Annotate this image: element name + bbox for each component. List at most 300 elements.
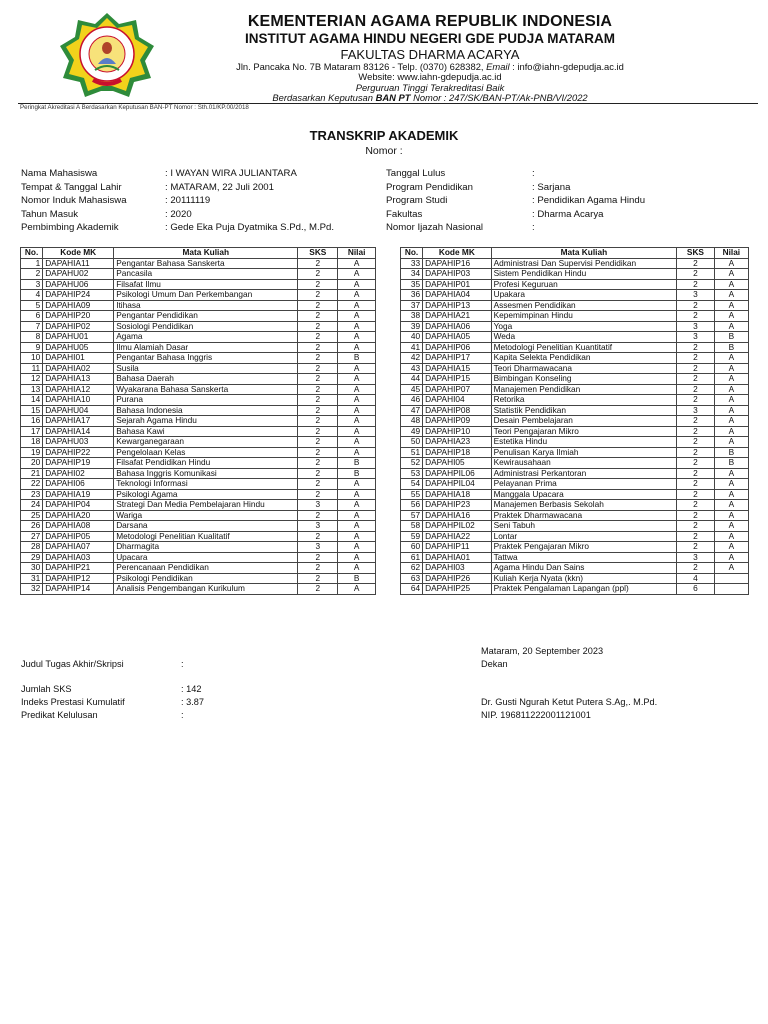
cell-no: 43 (401, 363, 423, 374)
cell-kode: DAPAHI02 (43, 468, 114, 479)
col-no: No. (401, 248, 423, 259)
cell-no: 1 (21, 258, 43, 269)
cell-kode: DAPAHU05 (43, 342, 114, 353)
cell-no: 9 (21, 342, 43, 353)
cell-sks: 2 (298, 479, 338, 490)
cell-nilai: A (338, 290, 376, 301)
table-row (21, 258, 376, 269)
cell-sks: 3 (677, 321, 715, 332)
cell-no: 11 (21, 363, 43, 374)
cell-mata-kuliah: Susila (114, 363, 298, 374)
cell-no: 20 (21, 458, 43, 469)
table-row (21, 384, 376, 395)
table-row (401, 321, 749, 332)
cell-mata-kuliah: Ilmu Alamiah Dasar (114, 342, 298, 353)
cell-no: 3 (21, 279, 43, 290)
summary-row: Indeks Prestasi Kumulatif : 3.87 (21, 697, 204, 707)
cell-kode: DAPAHIA12 (43, 384, 114, 395)
cell-mata-kuliah: Teori Dharmawacana (491, 363, 677, 374)
cell-nilai: A (714, 416, 748, 427)
cell-kode: DAPAHIP13 (423, 300, 491, 311)
cell-nilai: A (338, 552, 376, 563)
cell-sks: 2 (298, 405, 338, 416)
cell-sks: 2 (298, 563, 338, 574)
cell-nilai: A (714, 468, 748, 479)
cell-mata-kuliah: Teknologi Informasi (114, 479, 298, 490)
cell-no: 63 (401, 573, 423, 584)
cell-no: 19 (21, 447, 43, 458)
table-row (401, 300, 749, 311)
cell-sks: 4 (677, 573, 715, 584)
cell-nilai: A (714, 321, 748, 332)
cell-kode: DAPAHIP03 (423, 269, 491, 280)
cell-mata-kuliah: Pelayanan Prima (491, 479, 677, 490)
cell-mata-kuliah: Upakara (491, 290, 677, 301)
cell-mata-kuliah: Manajemen Pendidikan (491, 384, 677, 395)
cell-mata-kuliah: Tattwa (491, 552, 677, 563)
cell-no: 18 (21, 437, 43, 448)
cell-mata-kuliah: Metodologi Penelitian Kualitatif (114, 531, 298, 542)
cell-no: 46 (401, 395, 423, 406)
info-row: Program Studi : Pendidikan Agama Hindu (386, 195, 646, 206)
table-row (21, 374, 376, 385)
cell-sks: 2 (677, 300, 715, 311)
table-row (21, 269, 376, 280)
signature-place-date: Mataram, 20 September 2023 (481, 646, 604, 656)
decree-line (0, 92, 768, 103)
cell-nilai: A (338, 405, 376, 416)
cell-no: 25 (21, 510, 43, 521)
cell-nilai: A (714, 300, 748, 311)
cell-kode: DAPAHIA08 (43, 521, 114, 532)
cell-no: 16 (21, 416, 43, 427)
cell-no: 8 (21, 332, 43, 343)
cell-no: 29 (21, 552, 43, 563)
cell-kode: DAPAHPIL04 (423, 479, 491, 490)
cell-mata-kuliah: Itihasa (114, 300, 298, 311)
cell-mata-kuliah: Administrasi Dan Supervisi Pendidikan (491, 258, 677, 269)
cell-nilai: A (714, 258, 748, 269)
cell-no: 39 (401, 321, 423, 332)
table-row (401, 573, 749, 584)
cell-mata-kuliah: Wyakarana Bahasa Sanskerta (114, 384, 298, 395)
cell-mata-kuliah: Pengantar Pendidikan (114, 311, 298, 322)
cell-sks: 2 (677, 342, 715, 353)
cell-mata-kuliah: Strategi Dan Media Pembelajaran Hindu (114, 500, 298, 511)
cell-nilai: A (714, 437, 748, 448)
table-row (21, 468, 376, 479)
table-row (401, 269, 749, 280)
cell-kode: DAPAHIA09 (43, 300, 114, 311)
table-row (21, 311, 376, 322)
table-row (401, 374, 749, 385)
decree-suffix: Nomor : 247/SK/BAN-PT/Ak-PNB/VI/2022 (410, 92, 588, 103)
cell-nilai: A (338, 510, 376, 521)
table-row (401, 447, 749, 458)
cell-sks: 2 (677, 521, 715, 532)
cell-kode: DAPAHIA07 (43, 542, 114, 553)
table-row (21, 531, 376, 542)
cell-kode: DAPAHIA22 (423, 531, 491, 542)
cell-sks: 2 (298, 468, 338, 479)
table-row (401, 342, 749, 353)
table-row (21, 395, 376, 406)
cell-kode: DAPAHIA19 (43, 489, 114, 500)
cell-sks: 2 (298, 321, 338, 332)
cell-nilai: A (338, 332, 376, 343)
cell-kode: DAPAHIP04 (43, 500, 114, 511)
course-table-left (20, 247, 376, 595)
cell-sks: 2 (298, 384, 338, 395)
cell-mata-kuliah: Retorika (491, 395, 677, 406)
cell-mata-kuliah: Kapita Selekta Pendidikan (491, 353, 677, 364)
cell-no: 49 (401, 426, 423, 437)
cell-no: 62 (401, 563, 423, 574)
cell-nilai: A (338, 426, 376, 437)
info-row: Pembimbing Akademik : Gede Eka Puja Dyatmika S.Pd., M.Pd. (21, 222, 335, 233)
cell-nilai: A (338, 395, 376, 406)
cell-mata-kuliah: Pancasila (114, 269, 298, 280)
table-row (21, 405, 376, 416)
cell-kode: DAPAHU06 (43, 279, 114, 290)
signature-name: Dr. Gusti Ngurah Ketut Putera S.Ag,. M.Pd. (481, 697, 658, 707)
table-row (21, 584, 376, 595)
table-row (401, 584, 749, 595)
cell-no: 41 (401, 342, 423, 353)
cell-nilai: B (714, 447, 748, 458)
cell-nilai: A (338, 531, 376, 542)
cell-kode: DAPAHIP23 (423, 500, 491, 511)
cell-mata-kuliah: Yoga (491, 321, 677, 332)
address-text: Jln. Pancaka No. 7B Mataram 83126 - Telp. (0370) 628382, (236, 61, 487, 72)
cell-kode: DAPAHIP20 (43, 311, 114, 322)
cell-mata-kuliah: Lontar (491, 531, 677, 542)
cell-mata-kuliah: Manajemen Berbasis Sekolah (491, 500, 677, 511)
cell-no: 48 (401, 416, 423, 427)
table-row (21, 300, 376, 311)
cell-kode: DAPAHU02 (43, 269, 114, 280)
cell-mata-kuliah: Assesmen Pendidikan (491, 300, 677, 311)
cell-no: 59 (401, 531, 423, 542)
cell-sks: 2 (298, 573, 338, 584)
cell-kode: DAPAHIA03 (43, 552, 114, 563)
cell-no: 57 (401, 510, 423, 521)
cell-no: 51 (401, 447, 423, 458)
cell-mata-kuliah: Darsana (114, 521, 298, 532)
col-nilai: Nilai (714, 248, 748, 259)
summary-row: Judul Tugas Akhir/Skripsi : (21, 659, 184, 669)
cell-sks: 3 (298, 521, 338, 532)
cell-mata-kuliah: Agama (114, 332, 298, 343)
table-row (401, 332, 749, 343)
cell-nilai: A (338, 279, 376, 290)
table-row (401, 395, 749, 406)
table-row (21, 510, 376, 521)
cell-no: 30 (21, 563, 43, 574)
cell-kode: DAPAHIA02 (43, 363, 114, 374)
table-row (401, 290, 749, 301)
table-row (21, 573, 376, 584)
cell-nilai: A (714, 384, 748, 395)
table-row (21, 563, 376, 574)
table-row (21, 321, 376, 332)
table-row (21, 290, 376, 301)
decree-org: BAN PT (375, 92, 411, 103)
cell-nilai: A (338, 416, 376, 427)
table-row (401, 416, 749, 427)
table-row (401, 542, 749, 553)
ministry-name: KEMENTERIAN AGAMA REPUBLIK INDONESIA (247, 13, 613, 30)
cell-nilai: A (338, 342, 376, 353)
cell-mata-kuliah: Sistem Pendidikan Hindu (491, 269, 677, 280)
cell-kode: DAPAHIP25 (423, 584, 491, 595)
cell-no: 2 (21, 269, 43, 280)
cell-mata-kuliah: Praktek Pengajaran Mikro (491, 542, 677, 553)
cell-nilai: A (714, 552, 748, 563)
table-row (21, 542, 376, 553)
cell-nilai: A (714, 542, 748, 553)
cell-nilai: A (714, 531, 748, 542)
cell-nilai: A (714, 500, 748, 511)
info-row: Tempat & Tanggal Lahir : MATARAM, 22 Juli 2001 (21, 181, 274, 193)
cell-sks: 2 (677, 531, 715, 542)
cell-nilai: A (338, 374, 376, 385)
cell-mata-kuliah: Pengantar Bahasa Inggris (114, 353, 298, 364)
cell-kode: DAPAHIP08 (423, 405, 491, 416)
cell-sks: 2 (298, 531, 338, 542)
cell-no: 13 (21, 384, 43, 395)
cell-nilai: B (714, 342, 748, 353)
cell-mata-kuliah: Bahasa Kawi (114, 426, 298, 437)
cell-nilai: A (714, 374, 748, 385)
institute-name: INSTITUT AGAMA HINDU NEGERI GDE PUDJA MATARAM (245, 31, 615, 46)
cell-kode: DAPAHIA16 (423, 510, 491, 521)
cell-no: 15 (21, 405, 43, 416)
cell-nilai: A (338, 479, 376, 490)
cell-no: 14 (21, 395, 43, 406)
cell-no: 44 (401, 374, 423, 385)
cell-kode: DAPAHIP06 (423, 342, 491, 353)
table-row (21, 489, 376, 500)
cell-kode: DAPAHIP12 (43, 573, 114, 584)
cell-mata-kuliah: Kepemimpinan Hindu (491, 311, 677, 322)
table-row (21, 332, 376, 343)
cell-no: 34 (401, 269, 423, 280)
cell-mata-kuliah: Analisis Pengembangan Kurikulum (114, 584, 298, 595)
summary-block (21, 659, 204, 723)
table-row (21, 458, 376, 469)
cell-mata-kuliah: Praktek Dharmawacana (491, 510, 677, 521)
cell-kode: DAPAHIP19 (43, 458, 114, 469)
cell-sks: 2 (677, 279, 715, 290)
cell-kode: DAPAHIA23 (423, 437, 491, 448)
cell-no: 31 (21, 573, 43, 584)
cell-sks: 2 (677, 510, 715, 521)
cell-nilai: A (714, 521, 748, 532)
cell-mata-kuliah: Estetika Hindu (491, 437, 677, 448)
cell-no: 22 (21, 479, 43, 490)
cell-mata-kuliah: Administrasi Perkantoran (491, 468, 677, 479)
col-sks: SKS (677, 248, 715, 259)
cell-kode: DAPAHIA13 (43, 374, 114, 385)
cell-no: 32 (21, 584, 43, 595)
table-row (21, 479, 376, 490)
cell-nilai: A (338, 489, 376, 500)
cell-mata-kuliah: Praktek Pengalaman Lapangan (ppl) (491, 584, 677, 595)
cell-kode: DAPAHIP17 (423, 353, 491, 364)
cell-sks: 3 (298, 542, 338, 553)
student-info-left (21, 167, 334, 235)
cell-kode: DAPAHIP21 (43, 563, 114, 574)
info-row: Nomor Induk Mahasiswa : 20111119 (21, 195, 211, 206)
cell-mata-kuliah: Metodologi Penelitian Kuantitatif (491, 342, 677, 353)
table-row (401, 531, 749, 542)
cell-no: 55 (401, 489, 423, 500)
cell-no: 60 (401, 542, 423, 553)
table-row (401, 479, 749, 490)
cell-mata-kuliah: Weda (491, 332, 677, 343)
table-row (21, 552, 376, 563)
cell-no: 33 (401, 258, 423, 269)
cell-nilai: A (338, 447, 376, 458)
cell-kode: DAPAHIA18 (423, 489, 491, 500)
cell-no: 56 (401, 500, 423, 511)
cell-nilai: B (338, 353, 376, 364)
info-row: Fakultas : Dharma Acarya (386, 208, 604, 220)
cell-kode: DAPAHIA17 (43, 416, 114, 427)
cell-sks: 2 (677, 311, 715, 322)
cell-nilai: A (714, 479, 748, 490)
cell-sks: 2 (677, 468, 715, 479)
cell-mata-kuliah: Bahasa Daerah (114, 374, 298, 385)
cell-nilai: A (714, 405, 748, 416)
cell-no: 6 (21, 311, 43, 322)
cell-no: 58 (401, 521, 423, 532)
cell-mata-kuliah: Bahasa Indonesia (114, 405, 298, 416)
table-row (21, 426, 376, 437)
table-row (21, 500, 376, 511)
table-row (21, 447, 376, 458)
cell-kode: DAPAHI03 (423, 563, 491, 574)
cell-kode: DAPAHU04 (43, 405, 114, 416)
cell-mata-kuliah: Psikologi Pendidikan (114, 573, 298, 584)
cell-sks: 2 (677, 384, 715, 395)
cell-sks: 2 (298, 395, 338, 406)
cell-no: 23 (21, 489, 43, 500)
cell-sks: 2 (298, 489, 338, 500)
cell-sks: 2 (677, 363, 715, 374)
cell-nilai: A (714, 510, 748, 521)
cell-no: 17 (21, 426, 43, 437)
cell-sks: 2 (298, 342, 338, 353)
table-row (401, 552, 749, 563)
cell-kode: DAPAHIA15 (423, 363, 491, 374)
cell-no: 10 (21, 353, 43, 364)
cell-mata-kuliah: Purana (114, 395, 298, 406)
col-no: No. (21, 248, 43, 259)
cell-no: 37 (401, 300, 423, 311)
cell-sks: 2 (298, 416, 338, 427)
cell-mata-kuliah: Upacara (114, 552, 298, 563)
accreditation-line: Perguruan Tinggi Terakreditasi Baik (355, 82, 505, 93)
cell-sks: 2 (677, 269, 715, 280)
cell-no: 53 (401, 468, 423, 479)
cell-sks: 2 (677, 489, 715, 500)
table-row (401, 426, 749, 437)
cell-kode: DAPAHIP14 (43, 584, 114, 595)
accreditation-note: Peringkat Akreditasi A Berdasarkan Keputusan BAN-PT Nomor : Sth.01/KP.00/2018 (20, 104, 249, 111)
cell-no: 42 (401, 353, 423, 364)
cell-sks: 2 (298, 552, 338, 563)
cell-kode: DAPAHIP09 (423, 416, 491, 427)
col-kode: Kode MK (43, 248, 114, 259)
cell-nilai: A (338, 563, 376, 574)
website-line: Website: www.iahn-gdepudja.ac.id (358, 71, 502, 82)
cell-kode: DAPAHIP22 (43, 447, 114, 458)
cell-sks: 3 (677, 332, 715, 343)
cell-mata-kuliah: Pengelolaan Kelas (114, 447, 298, 458)
table-row (21, 416, 376, 427)
cell-sks: 2 (298, 374, 338, 385)
col-nilai: Nilai (338, 248, 376, 259)
table-row (401, 521, 749, 532)
table-row (401, 510, 749, 521)
cell-nilai: A (338, 269, 376, 280)
cell-sks: 2 (298, 458, 338, 469)
cell-sks: 2 (677, 447, 715, 458)
cell-nilai: A (338, 258, 376, 269)
table-row (401, 563, 749, 574)
cell-nilai (714, 573, 748, 584)
cell-sks: 3 (298, 500, 338, 511)
document-title: TRANSKRIP AKADEMIK (309, 128, 459, 143)
cell-nilai: A (714, 489, 748, 500)
cell-mata-kuliah: Wariga (114, 510, 298, 521)
cell-mata-kuliah: Psikologi Umum Dan Perkembangan (114, 290, 298, 301)
cell-sks: 2 (677, 258, 715, 269)
cell-kode: DAPAHI06 (43, 479, 114, 490)
cell-sks: 2 (677, 374, 715, 385)
table-row (401, 458, 749, 469)
table-row (401, 384, 749, 395)
cell-sks: 2 (677, 458, 715, 469)
cell-nilai: A (338, 384, 376, 395)
cell-nilai: A (714, 290, 748, 301)
cell-kode: DAPAHIP18 (423, 447, 491, 458)
cell-nilai: A (338, 542, 376, 553)
col-mata-kuliah: Mata Kuliah (491, 248, 677, 259)
table-row (401, 500, 749, 511)
cell-no: 52 (401, 458, 423, 469)
cell-no: 38 (401, 311, 423, 322)
cell-sks: 2 (298, 447, 338, 458)
info-row: Tahun Masuk : 2020 (21, 208, 192, 220)
cell-mata-kuliah: Profesi Keguruan (491, 279, 677, 290)
table-row (401, 405, 749, 416)
cell-sks: 2 (298, 269, 338, 280)
cell-no: 21 (21, 468, 43, 479)
cell-kode: DAPAHIP10 (423, 426, 491, 437)
cell-sks: 2 (677, 395, 715, 406)
cell-sks: 2 (677, 563, 715, 574)
cell-kode: DAPAHI01 (43, 353, 114, 364)
table-row (401, 489, 749, 500)
cell-mata-kuliah: Filsafat Pendidikan Hindu (114, 458, 298, 469)
cell-nilai: A (714, 563, 748, 574)
cell-mata-kuliah: Kewarganegaraan (114, 437, 298, 448)
cell-nilai: A (338, 321, 376, 332)
cell-mata-kuliah: Agama Hindu Dan Sains (491, 563, 677, 574)
